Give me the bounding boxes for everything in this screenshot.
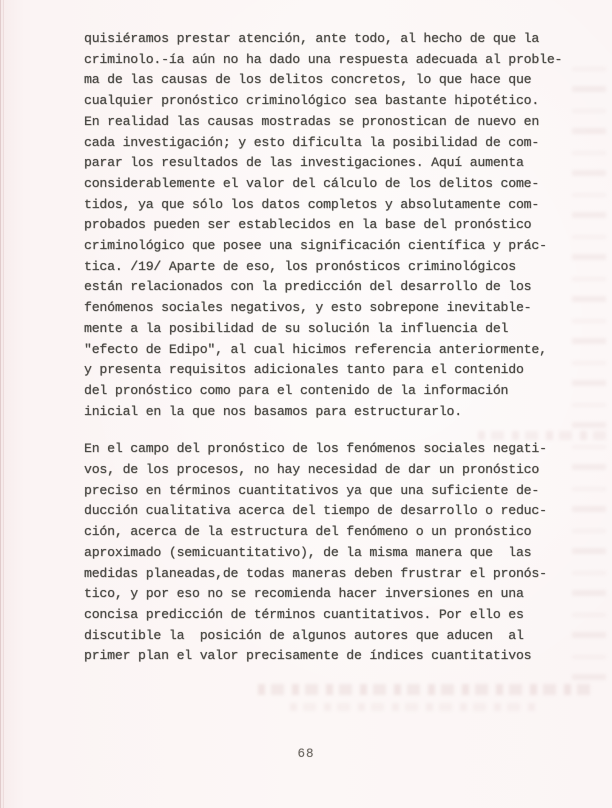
text-line: tico, y por eso no se recomienda hacer inversiones en una <box>84 586 524 602</box>
text-line: discutible la posición de algunos autores que aducen al <box>84 627 524 643</box>
text-line: parar los resultados de las investigaciones. Aquí aumenta <box>84 155 524 171</box>
paragraph <box>84 29 570 422</box>
text-line: cada investigación; y esto dificulta la posibilidad de com- <box>84 134 540 150</box>
scan-edge-artifact <box>0 0 10 808</box>
page-number: 68 <box>297 747 315 761</box>
text-line: cualquier pronóstico criminológico sea bastante hipotético. <box>84 93 540 109</box>
text-line: del pronóstico como para el contenido de la información <box>84 382 509 398</box>
text-line: aproximado (semicuantitativo), de la misma manera que las <box>84 544 532 560</box>
text-line: preciso en términos cuantitativos ya que una suficiente de- <box>84 482 540 498</box>
text-line: ma de las causas de los delitos concretos, lo que hace que <box>84 72 532 88</box>
text-line: criminológico que posee una significación científica y prác- <box>84 238 547 254</box>
bleed-through-line <box>258 684 594 695</box>
text-line: criminolo.-ía aún no ha dado una respuesta adecuada al proble- <box>84 51 563 67</box>
text-line: fenómenos sociales negativos, y esto sobrepone inevitable- <box>84 300 532 316</box>
text-line: ducción cualitativa acerca del tiempo de desarrollo o reduc- <box>84 503 547 519</box>
bleed-through-right-margin <box>572 60 606 680</box>
text-line: medidas planeadas,de todas maneras deben frustrar el pronós- <box>84 565 547 581</box>
text-line: quisiéramos prestar atención, ante todo, al hecho de que la <box>84 31 540 46</box>
text-line: concisa predicción de términos cuantitativos. Por ello es <box>84 606 524 622</box>
text-line: vos, de los procesos, no hay necesidad de dar un pronóstico <box>84 462 540 478</box>
text-line: considerablemente el valor del cálculo de los delitos come- <box>84 175 540 191</box>
text-line: tica. /19/ Aparte de eso, los pronósticos criminológicos <box>84 258 516 274</box>
text-line: "efecto de Edipo", al cual hicimos referencia anteriormente, <box>84 341 547 357</box>
text-line: y presenta requisitos adicionales tanto para el contenido <box>84 362 524 378</box>
text-line: En realidad las causas mostradas se pronostican de nuevo en <box>84 113 540 129</box>
text-line: ción, acerca de la estructura del fenómeno o un pronóstico <box>84 524 532 540</box>
text-line: están relacionados con la predicción del desarrollo de los <box>84 279 532 295</box>
text-line: tidos, ya que sólo los datos completos y absolutamente com- <box>84 196 540 212</box>
bleed-through-smudge <box>290 703 540 711</box>
text-line: mente a la posibilidad de su solución la influencia del <box>84 320 509 336</box>
text-line: En el campo del pronóstico de los fenómenos sociales negati- <box>84 441 547 457</box>
paragraph <box>84 439 570 667</box>
text-line: probados pueden ser establecidos en la base del pronóstico <box>84 217 532 233</box>
page-text <box>84 29 570 667</box>
text-line: inicial en la que nos basamos para estructurarlo. <box>84 403 462 419</box>
text-line: primer plan el valor precisamente de índices cuantitativos <box>84 648 532 664</box>
